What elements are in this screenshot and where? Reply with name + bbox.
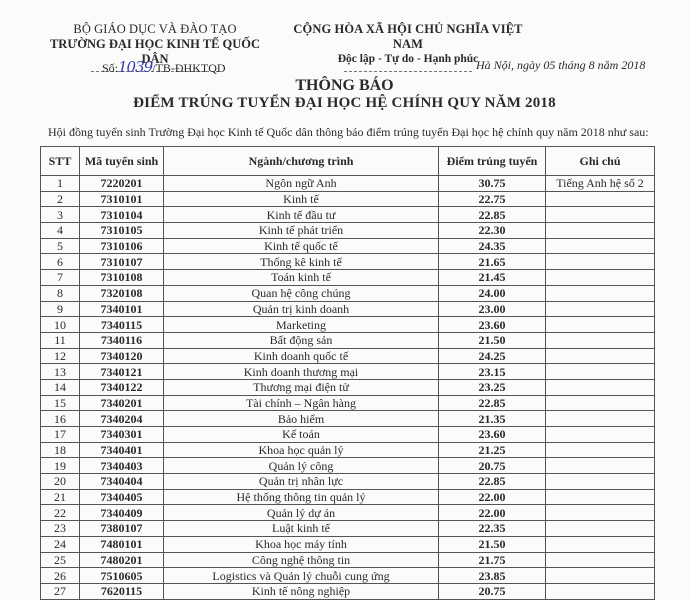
note-cell bbox=[546, 348, 655, 364]
note-cell bbox=[546, 521, 655, 537]
table-row bbox=[41, 552, 655, 568]
stt-cell: 25 bbox=[41, 552, 80, 568]
document-number bbox=[102, 58, 226, 76]
doc-number-suffix: /TB-ĐHKTQD bbox=[152, 61, 226, 75]
note-cell bbox=[546, 301, 655, 317]
code-cell: 7340405 bbox=[80, 489, 164, 505]
code-cell: 7380107 bbox=[80, 521, 164, 537]
code-cell: 7310104 bbox=[80, 207, 164, 223]
code-cell: 7310106 bbox=[80, 238, 164, 254]
table-row bbox=[41, 505, 655, 521]
program-cell: Ngôn ngữ Anh bbox=[164, 176, 439, 192]
note-cell bbox=[546, 379, 655, 395]
program-cell: Kinh tế phát triển bbox=[164, 223, 439, 239]
stt-cell: 4 bbox=[41, 223, 80, 239]
note-cell bbox=[546, 442, 655, 458]
table-row bbox=[41, 521, 655, 537]
program-cell: Khoa học quản lý bbox=[164, 442, 439, 458]
code-cell: 7340204 bbox=[80, 411, 164, 427]
stt-cell: 1 bbox=[41, 176, 80, 192]
note-cell bbox=[546, 223, 655, 239]
score-cell: 24.25 bbox=[439, 348, 546, 364]
code-cell: 7510605 bbox=[80, 568, 164, 584]
program-cell: Quan hệ công chúng bbox=[164, 285, 439, 301]
score-cell: 21.45 bbox=[439, 270, 546, 286]
national-motto: Độc lập - Tự do - Hạnh phúc bbox=[337, 53, 479, 65]
score-cell: 22.85 bbox=[439, 207, 546, 223]
place-date: Hà Nội, ngày 05 tháng 8 năm 2018 bbox=[476, 58, 646, 72]
note-cell bbox=[546, 191, 655, 207]
score-cell: 24.00 bbox=[439, 285, 546, 301]
stt-cell: 19 bbox=[41, 458, 80, 474]
header-note: Ghi chú bbox=[546, 147, 655, 176]
country-name: CỘNG HÒA XÃ HỘI CHỦ NGHĨA VIỆT NAM bbox=[293, 22, 523, 51]
stt-cell: 22 bbox=[41, 505, 80, 521]
code-cell: 7340201 bbox=[80, 395, 164, 411]
stt-cell: 2 bbox=[41, 191, 80, 207]
code-cell: 7340301 bbox=[80, 427, 164, 443]
score-cell: 23.60 bbox=[439, 427, 546, 443]
stt-cell: 24 bbox=[41, 536, 80, 552]
header-code: Mã tuyển sinh bbox=[80, 147, 164, 176]
stt-cell: 26 bbox=[41, 568, 80, 584]
score-cell: 20.75 bbox=[439, 583, 546, 599]
note-cell bbox=[546, 364, 655, 380]
table-row bbox=[41, 568, 655, 584]
stt-cell: 16 bbox=[41, 411, 80, 427]
note-cell bbox=[546, 583, 655, 599]
table-row bbox=[41, 285, 655, 301]
code-cell: 7340409 bbox=[80, 505, 164, 521]
table-row bbox=[41, 238, 655, 254]
note-cell bbox=[546, 270, 655, 286]
admission-scores-table bbox=[40, 146, 655, 600]
stt-cell: 10 bbox=[41, 317, 80, 333]
note-cell bbox=[546, 207, 655, 223]
code-cell: 7310105 bbox=[80, 223, 164, 239]
program-cell: Thương mại điện tử bbox=[164, 379, 439, 395]
score-cell: 22.30 bbox=[439, 223, 546, 239]
score-cell: 21.50 bbox=[439, 332, 546, 348]
score-cell: 21.25 bbox=[439, 442, 546, 458]
code-cell: 7340115 bbox=[80, 317, 164, 333]
score-cell: 21.35 bbox=[439, 411, 546, 427]
stt-cell: 15 bbox=[41, 395, 80, 411]
table-row bbox=[41, 427, 655, 443]
intro-paragraph: Hội đồng tuyển sinh Trường Đại học Kinh tế Quốc dân thông báo điểm trúng tuyển Đại học hệ chính quy năm 2018 như sau: bbox=[48, 125, 649, 139]
code-cell: 7220201 bbox=[80, 176, 164, 192]
program-cell: Quản lý dự án bbox=[164, 505, 439, 521]
table-row bbox=[41, 176, 655, 192]
header-program: Ngành/chương trình bbox=[164, 147, 439, 176]
score-cell: 23.25 bbox=[439, 379, 546, 395]
stt-cell: 9 bbox=[41, 301, 80, 317]
score-cell: 23.85 bbox=[439, 568, 546, 584]
program-cell: Bảo hiểm bbox=[164, 411, 439, 427]
stt-cell: 23 bbox=[41, 521, 80, 537]
score-cell: 20.75 bbox=[439, 458, 546, 474]
program-cell: Luật kinh tế bbox=[164, 521, 439, 537]
score-cell: 22.00 bbox=[439, 505, 546, 521]
program-cell: Hệ thống thông tin quản lý bbox=[164, 489, 439, 505]
score-cell: 22.85 bbox=[439, 395, 546, 411]
score-cell: 30.75 bbox=[439, 176, 546, 192]
ministry-name: BỘ GIÁO DỤC VÀ ĐÀO TẠO bbox=[73, 22, 237, 36]
stt-cell: 5 bbox=[41, 238, 80, 254]
score-cell: 22.85 bbox=[439, 474, 546, 490]
program-cell: Tài chính – Ngân hàng bbox=[164, 395, 439, 411]
program-cell: Khoa học máy tính bbox=[164, 536, 439, 552]
program-cell: Kinh doanh quốc tế bbox=[164, 348, 439, 364]
table-header-row bbox=[41, 147, 655, 176]
note-cell bbox=[546, 332, 655, 348]
note-cell bbox=[546, 489, 655, 505]
table-row bbox=[41, 254, 655, 270]
table-row bbox=[41, 442, 655, 458]
program-cell: Bất động sản bbox=[164, 332, 439, 348]
table-row bbox=[41, 474, 655, 490]
note-cell bbox=[546, 411, 655, 427]
stt-cell: 20 bbox=[41, 474, 80, 490]
table-row bbox=[41, 348, 655, 364]
table-row bbox=[41, 191, 655, 207]
table-row bbox=[41, 536, 655, 552]
note-cell bbox=[546, 536, 655, 552]
code-cell: 7480201 bbox=[80, 552, 164, 568]
stt-cell: 13 bbox=[41, 364, 80, 380]
table-row bbox=[41, 583, 655, 599]
code-cell: 7340101 bbox=[80, 301, 164, 317]
table-row bbox=[41, 379, 655, 395]
code-cell: 7340404 bbox=[80, 474, 164, 490]
table-row bbox=[41, 364, 655, 380]
program-cell: Marketing bbox=[164, 317, 439, 333]
table-row bbox=[41, 270, 655, 286]
program-cell: Kế toán bbox=[164, 427, 439, 443]
stt-cell: 18 bbox=[41, 442, 80, 458]
doc-number-handwritten: 1039 bbox=[118, 58, 153, 76]
document-title: THÔNG BÁO bbox=[295, 77, 394, 94]
header-score: Điểm trúng tuyển bbox=[439, 147, 546, 176]
code-cell: 7340122 bbox=[80, 379, 164, 395]
score-cell: 21.75 bbox=[439, 552, 546, 568]
note-cell bbox=[546, 568, 655, 584]
stt-cell: 12 bbox=[41, 348, 80, 364]
stt-cell: 6 bbox=[41, 254, 80, 270]
note-cell bbox=[546, 238, 655, 254]
stt-cell: 7 bbox=[41, 270, 80, 286]
program-cell: Kinh doanh thương mại bbox=[164, 364, 439, 380]
program-cell: Kinh tế nông nghiệp bbox=[164, 583, 439, 599]
score-cell: 21.50 bbox=[439, 536, 546, 552]
table-row bbox=[41, 411, 655, 427]
program-cell: Kinh tế quốc tế bbox=[164, 238, 439, 254]
stt-cell: 3 bbox=[41, 207, 80, 223]
note-cell bbox=[546, 552, 655, 568]
table-row bbox=[41, 395, 655, 411]
code-cell: 7310107 bbox=[80, 254, 164, 270]
program-cell: Kinh tế bbox=[164, 191, 439, 207]
note-cell bbox=[546, 427, 655, 443]
score-cell: 24.35 bbox=[439, 238, 546, 254]
note-cell bbox=[546, 285, 655, 301]
note-cell bbox=[546, 474, 655, 490]
code-cell: 7340403 bbox=[80, 458, 164, 474]
program-cell: Logistics và Quản lý chuỗi cung ứng bbox=[164, 568, 439, 584]
stt-cell: 17 bbox=[41, 427, 80, 443]
table-row bbox=[41, 207, 655, 223]
code-cell: 7340116 bbox=[80, 332, 164, 348]
code-cell: 7320108 bbox=[80, 285, 164, 301]
note-cell bbox=[546, 505, 655, 521]
note-cell bbox=[546, 317, 655, 333]
program-cell: Công nghệ thông tin bbox=[164, 552, 439, 568]
program-cell: Thống kê kinh tế bbox=[164, 254, 439, 270]
code-cell: 7480101 bbox=[80, 536, 164, 552]
program-cell: Toán kinh tế bbox=[164, 270, 439, 286]
school-name: TRƯỜNG ĐẠI HỌC KINH TẾ QUỐC DÂN bbox=[49, 37, 261, 66]
program-cell: Kinh tế đầu tư bbox=[164, 207, 439, 223]
table-row bbox=[41, 223, 655, 239]
divider bbox=[344, 71, 472, 72]
program-cell: Quản trị nhân lực bbox=[164, 474, 439, 490]
code-cell: 7340120 bbox=[80, 348, 164, 364]
score-cell: 23.15 bbox=[439, 364, 546, 380]
score-cell: 21.65 bbox=[439, 254, 546, 270]
code-cell: 7310101 bbox=[80, 191, 164, 207]
stt-cell: 21 bbox=[41, 489, 80, 505]
program-cell: Quản lý công bbox=[164, 458, 439, 474]
table-row bbox=[41, 332, 655, 348]
note-cell bbox=[546, 395, 655, 411]
score-cell: 23.60 bbox=[439, 317, 546, 333]
code-cell: 7340121 bbox=[80, 364, 164, 380]
stt-cell: 27 bbox=[41, 583, 80, 599]
score-cell: 22.75 bbox=[439, 191, 546, 207]
code-cell: 7340401 bbox=[80, 442, 164, 458]
code-cell: 7620115 bbox=[80, 583, 164, 599]
score-cell: 23.00 bbox=[439, 301, 546, 317]
header-stt: STT bbox=[41, 147, 80, 176]
table-row bbox=[41, 301, 655, 317]
score-cell: 22.00 bbox=[439, 489, 546, 505]
note-cell bbox=[546, 254, 655, 270]
stt-cell: 14 bbox=[41, 379, 80, 395]
program-cell: Quản trị kinh doanh bbox=[164, 301, 439, 317]
note-cell: Tiếng Anh hệ số 2 bbox=[546, 176, 655, 192]
stt-cell: 8 bbox=[41, 285, 80, 301]
code-cell: 7310108 bbox=[80, 270, 164, 286]
table-row bbox=[41, 317, 655, 333]
note-cell bbox=[546, 458, 655, 474]
score-cell: 22.35 bbox=[439, 521, 546, 537]
doc-number-prefix: Số: bbox=[102, 61, 119, 75]
table-row bbox=[41, 458, 655, 474]
document-subtitle: ĐIỂM TRÚNG TUYỂN ĐẠI HỌC HỆ CHÍNH QUY NĂM 2018 bbox=[133, 95, 556, 111]
stt-cell: 11 bbox=[41, 332, 80, 348]
table-row bbox=[41, 489, 655, 505]
